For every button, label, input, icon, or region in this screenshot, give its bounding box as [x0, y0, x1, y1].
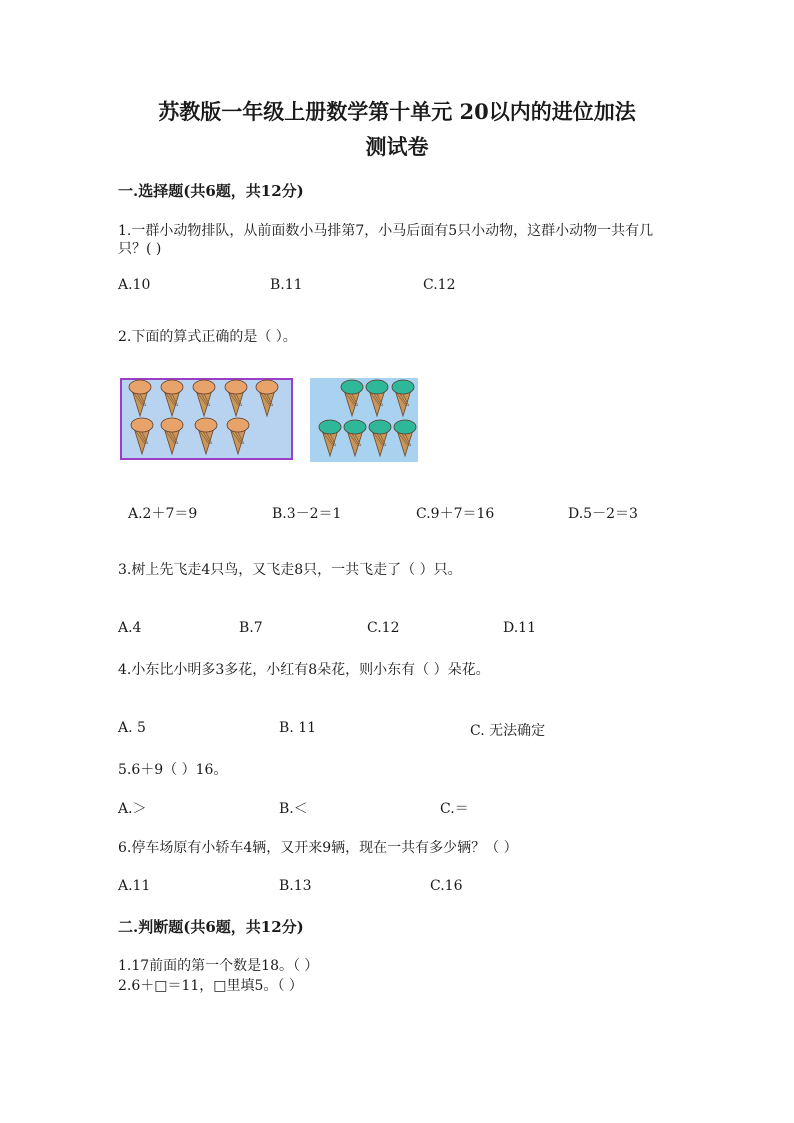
q5-option-a[interactable]: A.＞ — [118, 801, 147, 817]
question-3-text: 3.树上先飞走4只鸟，又飞走8只，一共飞走了（ ）只。 — [118, 562, 462, 578]
q2-option-d[interactable]: D.5－2＝3 — [568, 506, 638, 522]
question-6-text: 6.停车场原有小轿车4辆，又开来9辆，现在一共有多少辆？（ ） — [118, 840, 518, 856]
title-line-2: 测试卷 — [365, 134, 429, 159]
q3-option-b[interactable]: B.7 — [239, 620, 263, 636]
ice-cream-picture-left — [120, 378, 293, 460]
q5-option-b[interactable]: B.＜ — [279, 801, 308, 817]
question-5-text: 5.6＋9（ ）16。 — [118, 762, 228, 778]
title-line-1: 苏教版一年级上册数学第十单元 20以内的进位加法 — [158, 99, 636, 124]
q2-option-c[interactable]: C.9＋7＝16 — [416, 506, 495, 522]
ice-cream-left-svg — [120, 378, 293, 460]
section-heading-choice: 一.选择题(共6题，共12分) — [118, 182, 304, 200]
q2-option-b[interactable]: B.3－2＝1 — [272, 506, 342, 522]
q3-option-d[interactable]: D.11 — [503, 620, 536, 636]
q2-option-a[interactable]: A.2＋7＝9 — [128, 506, 198, 522]
question-1-text: 1.一群小动物排队，从前面数小马排第7，小马后面有5只小动物，这群小动物一共有几 — [118, 223, 654, 239]
question-4-text: 4.小东比小明多3多花，小红有8朵花，则小东有（ ）朵花。 — [118, 662, 490, 678]
q4-option-c[interactable]: C. 无法确定 — [470, 723, 546, 739]
q3-option-c[interactable]: C.12 — [367, 620, 400, 636]
q6-option-b[interactable]: B.13 — [279, 878, 312, 894]
q1-option-a[interactable]: A.10 — [118, 277, 151, 293]
q1-option-c[interactable]: C.12 — [423, 277, 456, 293]
q1-option-b[interactable]: B.11 — [270, 277, 303, 293]
q4-option-b[interactable]: B. 11 — [279, 720, 317, 736]
ice-cream-picture-right — [310, 378, 418, 462]
q3-option-a[interactable]: A.4 — [118, 620, 142, 636]
ice-cream-right-svg — [310, 378, 418, 462]
question-2-text: 2.下面的算式正确的是（ ）。 — [118, 329, 297, 345]
question-1-text-cont: 只？( ) — [118, 241, 162, 257]
judge-item-2: 2.6＋□＝11，□里填5。（ ） — [118, 978, 303, 994]
judge-item-1: 1.17前面的第一个数是18。（ ） — [118, 958, 319, 974]
q5-option-c[interactable]: C.＝ — [440, 801, 469, 817]
q6-option-a[interactable]: A.11 — [118, 878, 151, 894]
section-heading-judge: 二.判断题(共6题，共12分) — [118, 918, 304, 936]
q6-option-c[interactable]: C.16 — [430, 878, 463, 894]
q4-option-a[interactable]: A. 5 — [118, 720, 146, 736]
